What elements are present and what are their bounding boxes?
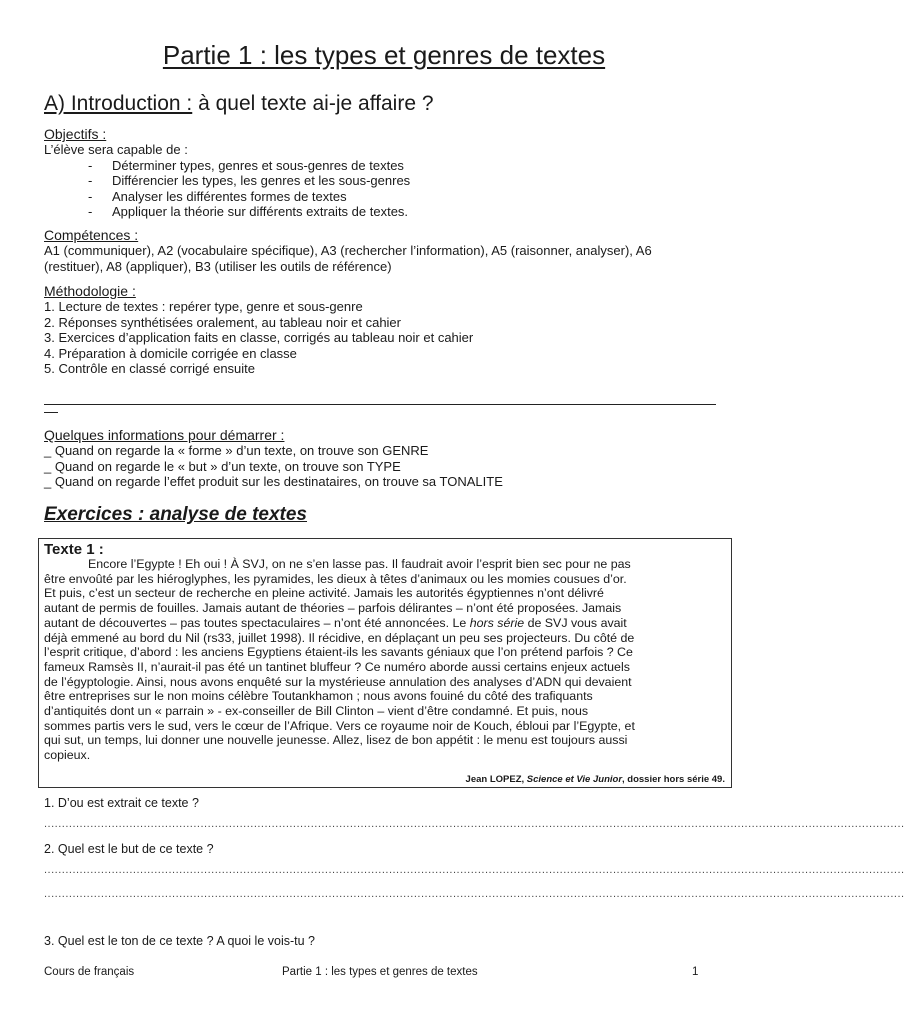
footer-left: Cours de français: [44, 966, 135, 978]
text-line: être envoûté par les hiéroglyphes, les pyramides, les dieux à têtes d’animaux ou les momies cousues d’or.: [44, 571, 627, 586]
answer-line[interactable]: ..................................................................................................................................................................................................................................................: [44, 864, 905, 876]
info-item: _ Quand on regarde la « forme » d’un texte, on trouve son GENRE: [44, 443, 429, 459]
objectifs-intro: L’élève sera capable de :: [44, 142, 188, 158]
text-line: être entreprises sur le non moins célèbre Toutankhamon ; nous avons fouiné du côté des trafiquants: [44, 689, 593, 704]
methodologie-item: 4. Préparation à domicile corrigée en classe: [44, 345, 297, 361]
competences-line: (restituer), A8 (appliquer), B3 (utiliser les outils de référence): [44, 258, 392, 274]
text-line: Encore l’Egypte ! Eh oui ! À SVJ, on ne s’en lasse pas. Il faudrait avoir l’esprit bien sec pour ne pas: [88, 557, 631, 571]
methodologie-item: 5. Contrôle en classé corrigé ensuite: [44, 361, 256, 377]
page-title: Partie 1 : les types et genres de textes: [162, 40, 606, 70]
info-item: _ Quand on regarde le « but » d’un texte, on trouve son TYPE: [44, 458, 401, 474]
methodologie-item: 3. Exercices d’application faits en classe, corrigés au tableau noir et cahier: [44, 330, 474, 346]
objectifs-block: [44, 127, 410, 219]
objectif-item: - Différencier les types, les genres et les sous-genres: [88, 173, 411, 189]
methodologie-item: 1. Lecture de textes : repérer type, genre et sous-genre: [44, 299, 363, 315]
separator-line: [44, 392, 716, 405]
answer-line[interactable]: ..................................................................................................................................................................................................................................................: [44, 818, 905, 830]
question-2: 2. Quel est le but de ce texte ?: [44, 842, 214, 856]
separator-line-end: [44, 400, 58, 413]
exercices-heading: Exercices : analyse de textes: [44, 504, 308, 525]
info-item: _ Quand on regarde l’effet produit sur les destinataires, on trouve sa TONALITE: [44, 474, 503, 490]
text-line: d’antiquités dont un « parrain » - ex-conseiller de Bill Clinton – vient d’être condamné. Et puis, nous: [44, 704, 589, 719]
section-introduction-heading: [44, 92, 434, 116]
objectif-item: - Appliquer la théorie sur différents extraits de textes.: [88, 204, 409, 220]
texte1-box: [38, 538, 732, 788]
objectifs-heading: Objectifs :: [44, 126, 107, 142]
competences-heading: Compétences :: [44, 227, 139, 243]
answer-line[interactable]: ..................................................................................................................................................................................................................................................: [44, 888, 905, 900]
question-1: 1. D’ou est extrait ce texte ?: [44, 796, 199, 810]
section-label: A) Introduction :: [44, 92, 193, 115]
section-subtitle: à quel texte ai-je affaire ?: [192, 92, 434, 115]
text-line: déjà emmené au bord du Nil (rs33, juillet 1998). Il récidive, en déplaçant un peu ses projecteurs. Du côté de: [44, 630, 635, 645]
text-line: de l’égyptologie. Ainsi, nous avons enquêté sur la mystérieuse annulation des analyses d’ADN qui devaient: [44, 674, 632, 689]
methodologie-heading: Méthodologie :: [44, 283, 136, 299]
text-line: autant de permis de fouilles. Jamais autant de théories – parfois délirantes – n’ont été proposées. Jamais: [44, 601, 622, 616]
text-line: copieux.: [44, 748, 91, 763]
methodologie-block: [44, 284, 473, 376]
text-line: Et puis, c’est un secteur de recherche en pleine activité. Jamais les autorités égyptiennes n’ont délivré: [44, 586, 604, 601]
text-line: fameux Ramsès II, n’aurait-il pas été un tantinet bluffeur ? Ce numéro aborde aussi certains enjeux actuels: [44, 659, 630, 674]
text-line: autant de découvertes – pas toutes spectaculaires – n’ont été annoncées. Le hors série de SVJ vous avait: [44, 615, 627, 630]
texte1-source: Jean LOPEZ, Science et Vie Junior, dossier hors série 49.: [465, 774, 725, 785]
question-3: 3. Quel est le ton de ce texte ? A quoi le vois-tu ?: [44, 934, 316, 948]
text-line: l’esprit critique, d’abord : les anciens Egyptiens étaient-ils les savants géniaux que l’on prétend parfois ? Ce: [44, 645, 633, 660]
page-number: 1: [692, 966, 699, 978]
objectif-item: - Déterminer types, genres et sous-genres de textes: [88, 157, 404, 173]
infos-heading: Quelques informations pour démarrer :: [44, 427, 285, 443]
competences-block: [44, 228, 652, 274]
footer-center: Partie 1 : les types et genres de textes: [282, 966, 478, 978]
text-line: sommes partis vers le sud, vers le cœur de l’Afrique. Vers ce royaume noir de Kouch, ébloui par l’Egypte, et: [44, 718, 635, 733]
texte1-title: Texte 1 :: [44, 541, 104, 558]
competences-line: A1 (communiquer), A2 (vocabulaire spécifique), A3 (rechercher l’information), A5 (raisonner, analyser), A6: [44, 243, 652, 259]
objectif-item: - Analyser les différentes formes de textes: [88, 188, 347, 204]
methodologie-item: 2. Réponses synthétisées oralement, au tableau noir et cahier: [44, 314, 401, 330]
infos-block: [44, 428, 503, 490]
texte1-paragraph: [44, 557, 726, 763]
text-line: qui sut, un temps, lui donner une nouvelle jeunesse. Allez, lisez de bon appétit : le menu est toujours aussi: [44, 733, 628, 748]
